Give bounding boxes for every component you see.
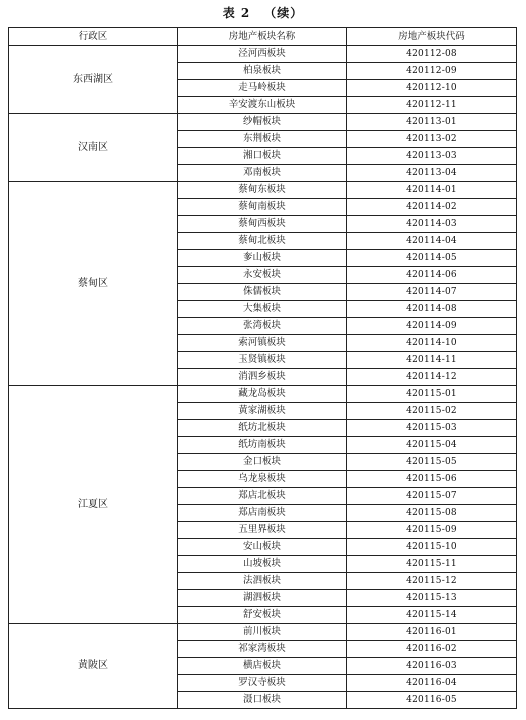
- block-code-cell: 420113-04: [347, 165, 517, 182]
- block-name-cell: 黄家湖板块: [178, 403, 347, 420]
- block-name-cell: 藏龙岛板块: [178, 386, 347, 403]
- table-row: [9, 114, 517, 131]
- block-code-cell: 420115-03: [347, 420, 517, 437]
- block-code-cell: 420115-12: [347, 573, 517, 590]
- block-code-cell: 420115-13: [347, 590, 517, 607]
- block-code-cell: 420115-14: [347, 607, 517, 624]
- block-code-cell: 420114-06: [347, 267, 517, 284]
- block-code-cell: 420114-03: [347, 216, 517, 233]
- block-name-cell: 纱帽板块: [178, 114, 347, 131]
- table-row: [9, 46, 517, 63]
- district-cell: 黄陂区: [9, 624, 178, 709]
- block-name-cell: 山坡板块: [178, 556, 347, 573]
- block-name-cell: 柏泉板块: [178, 63, 347, 80]
- block-name-cell: 湖泗板块: [178, 590, 347, 607]
- block-code-cell: 420113-01: [347, 114, 517, 131]
- block-code-cell: 420116-03: [347, 658, 517, 675]
- block-code-cell: 420115-02: [347, 403, 517, 420]
- block-name-cell: 纸坊北板块: [178, 420, 347, 437]
- block-name-cell: 走马岭板块: [178, 80, 347, 97]
- block-code-cell: 420114-09: [347, 318, 517, 335]
- block-name-cell: 东荆板块: [178, 131, 347, 148]
- block-name-cell: 蔡甸北板块: [178, 233, 347, 250]
- block-name-cell: 永安板块: [178, 267, 347, 284]
- real-estate-block-table: [8, 27, 517, 709]
- block-code-cell: 420115-04: [347, 437, 517, 454]
- block-code-cell: 420114-07: [347, 284, 517, 301]
- block-code-cell: 420114-10: [347, 335, 517, 352]
- block-name-cell: 罗汉寺板块: [178, 675, 347, 692]
- block-code-cell: 420116-01: [347, 624, 517, 641]
- block-name-cell: 大集板块: [178, 301, 347, 318]
- block-name-cell: 滠口板块: [178, 692, 347, 709]
- block-name-cell: 玉贤镇板块: [178, 352, 347, 369]
- block-code-cell: 420114-08: [347, 301, 517, 318]
- block-name-cell: 消泗乡板块: [178, 369, 347, 386]
- block-code-cell: 420112-08: [347, 46, 517, 63]
- block-name-cell: 邓南板块: [178, 165, 347, 182]
- table-row: [9, 182, 517, 199]
- block-code-cell: 420113-02: [347, 131, 517, 148]
- district-cell: 江夏区: [9, 386, 178, 624]
- table-row: [9, 386, 517, 403]
- block-name-cell: 张湾板块: [178, 318, 347, 335]
- block-name-cell: 侏儒板块: [178, 284, 347, 301]
- district-cell: 汉南区: [9, 114, 178, 182]
- block-name-cell: 蔡甸东板块: [178, 182, 347, 199]
- block-name-cell: 湘口板块: [178, 148, 347, 165]
- block-name-cell: 前川板块: [178, 624, 347, 641]
- block-code-cell: 420115-08: [347, 505, 517, 522]
- header-block-code: 房地产板块代码: [347, 28, 517, 46]
- block-name-cell: 郑店北板块: [178, 488, 347, 505]
- table-row: [9, 624, 517, 641]
- block-code-cell: 420112-09: [347, 63, 517, 80]
- block-code-cell: 420115-11: [347, 556, 517, 573]
- header-district: 行政区: [9, 28, 178, 46]
- block-name-cell: 安山板块: [178, 539, 347, 556]
- block-name-cell: 五里界板块: [178, 522, 347, 539]
- block-code-cell: 420112-11: [347, 97, 517, 114]
- block-code-cell: 420114-01: [347, 182, 517, 199]
- block-name-cell: 蔡甸西板块: [178, 216, 347, 233]
- table-body: [9, 46, 517, 709]
- block-code-cell: 420114-12: [347, 369, 517, 386]
- district-cell: 东西湖区: [9, 46, 178, 114]
- block-name-cell: 辛安渡东山板块: [178, 97, 347, 114]
- table-number: 表 2: [222, 6, 251, 20]
- block-code-cell: 420115-10: [347, 539, 517, 556]
- table-continued-mark: （续）: [264, 6, 304, 20]
- block-name-cell: 法泗板块: [178, 573, 347, 590]
- block-code-cell: 420114-04: [347, 233, 517, 250]
- block-code-cell: 420114-11: [347, 352, 517, 369]
- district-cell: 蔡甸区: [9, 182, 178, 386]
- block-code-cell: 420115-06: [347, 471, 517, 488]
- block-name-cell: 金口板块: [178, 454, 347, 471]
- block-code-cell: 420112-10: [347, 80, 517, 97]
- block-code-cell: 420115-01: [347, 386, 517, 403]
- block-code-cell: 420115-09: [347, 522, 517, 539]
- block-name-cell: 蔡甸南板块: [178, 199, 347, 216]
- block-code-cell: 420115-07: [347, 488, 517, 505]
- block-code-cell: 420114-05: [347, 250, 517, 267]
- block-name-cell: 索河镇板块: [178, 335, 347, 352]
- block-name-cell: 泾河西板块: [178, 46, 347, 63]
- block-name-cell: 奓山板块: [178, 250, 347, 267]
- header-block-name: 房地产板块名称: [178, 28, 347, 46]
- block-code-cell: 420115-05: [347, 454, 517, 471]
- block-name-cell: 横店板块: [178, 658, 347, 675]
- block-name-cell: 祁家湾板块: [178, 641, 347, 658]
- block-code-cell: 420113-03: [347, 148, 517, 165]
- block-name-cell: 乌龙泉板块: [178, 471, 347, 488]
- table-caption: [0, 4, 526, 21]
- block-code-cell: 420116-02: [347, 641, 517, 658]
- block-name-cell: 纸坊南板块: [178, 437, 347, 454]
- block-code-cell: 420114-02: [347, 199, 517, 216]
- table-header-row: [9, 28, 517, 46]
- block-code-cell: 420116-05: [347, 692, 517, 709]
- block-name-cell: 郑店南板块: [178, 505, 347, 522]
- block-code-cell: 420116-04: [347, 675, 517, 692]
- block-name-cell: 舒安板块: [178, 607, 347, 624]
